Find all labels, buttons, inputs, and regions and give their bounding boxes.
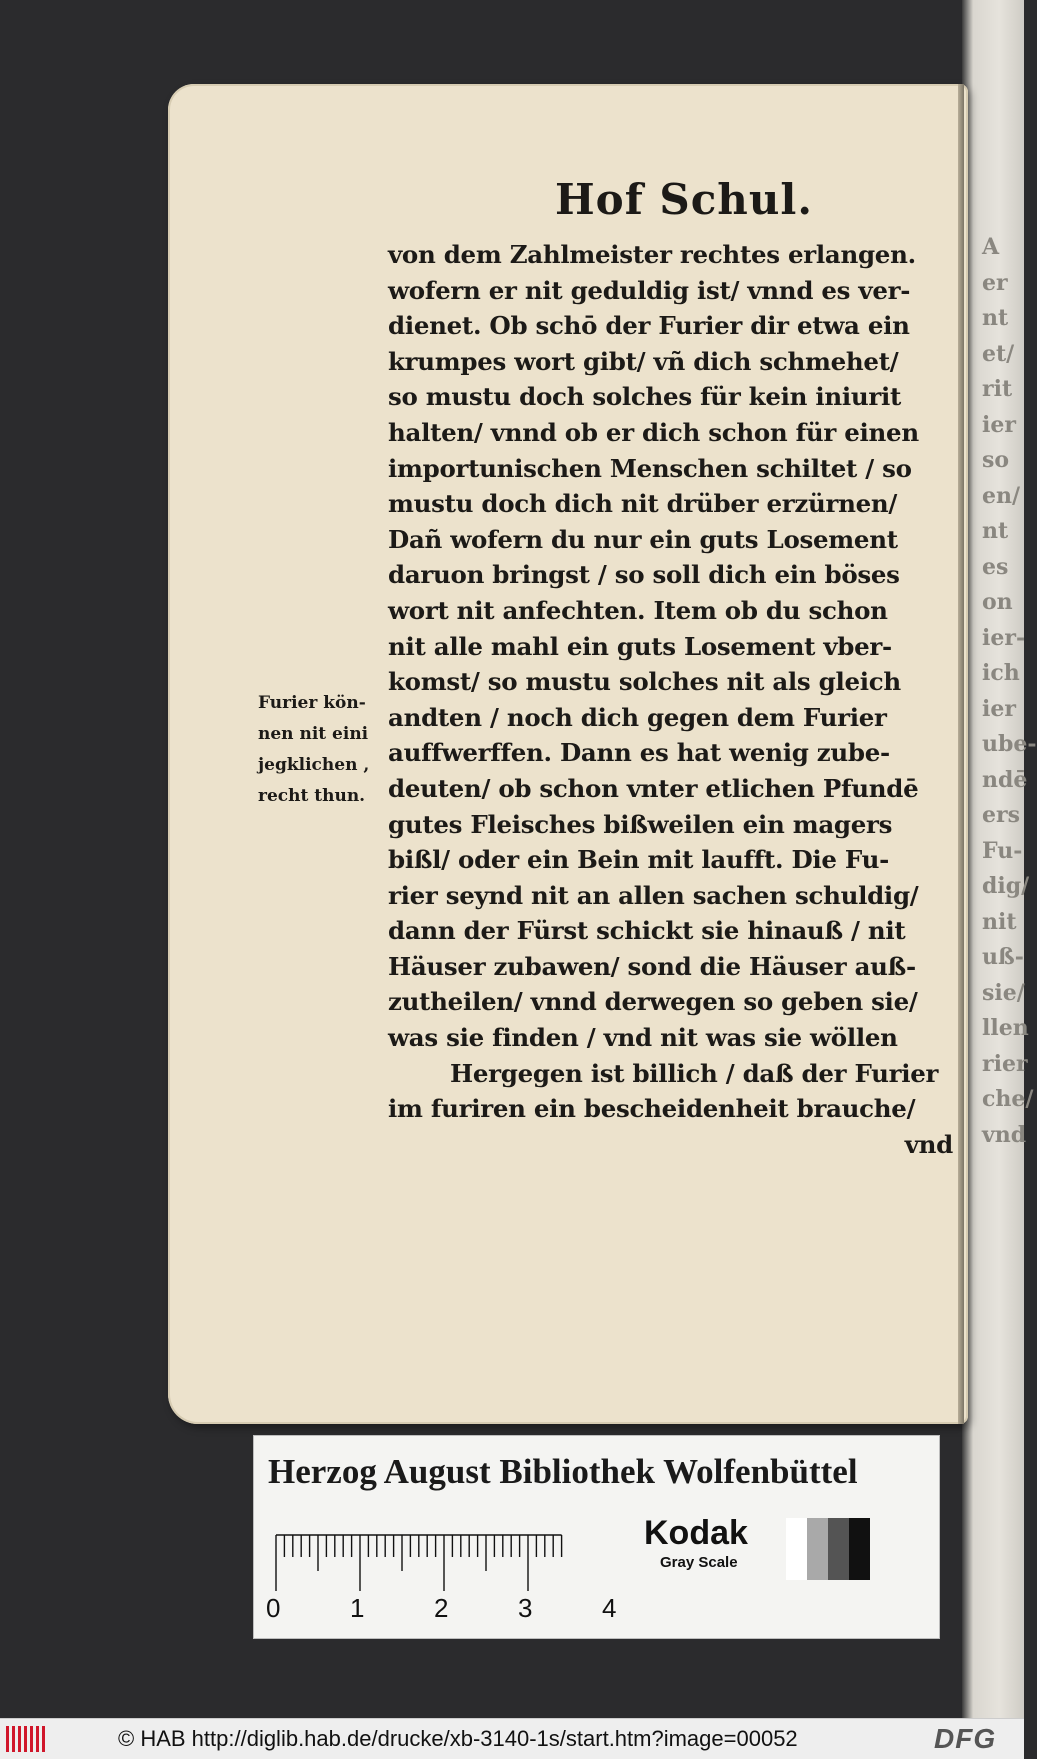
- ruler-scale: [272, 1531, 872, 1595]
- text-line: nit alle mahl ein guts Losement vber-: [388, 631, 892, 661]
- gray-patch: [828, 1518, 849, 1580]
- next-page-edge: [962, 0, 1037, 1718]
- text-line: im furiren ein bescheidenheit brauche/: [388, 1094, 916, 1124]
- kodak-logo-text: Kodak: [644, 1514, 748, 1552]
- text-line: Hergegen ist billich / daß der Furier: [450, 1058, 939, 1088]
- ruler-number: 4: [602, 1593, 617, 1623]
- copyright-url[interactable]: © HAB http://diglib.hab.de/drucke/xb-3140-1s/start.htm?image=00052: [118, 1726, 798, 1751]
- ruler-number: 0: [266, 1593, 281, 1623]
- ruler-number: 2: [434, 1593, 449, 1623]
- margin-note-line: recht thun.: [258, 786, 366, 806]
- text-line: importunischen Menschen schiltet / so: [388, 453, 912, 483]
- footer-bar: [0, 1718, 1024, 1759]
- text-line: dienet. Ob schō der Furier dir etwa ein: [388, 311, 910, 341]
- text-line: wort nit anfechten. Item ob du schon: [388, 595, 888, 625]
- gray-patch: [849, 1518, 870, 1580]
- text-line: andten / noch dich gegen dem Furier: [388, 702, 887, 732]
- text-line: so mustu doch solches für kein iniurit: [388, 382, 902, 412]
- text-line: gutes Fleisches bißweilen ein magers: [388, 809, 893, 839]
- text-line: Dañ wofern du nur ein guts Losement: [388, 524, 898, 554]
- body-text: [388, 237, 953, 1162]
- gray-scale-label: Gray Scale: [660, 1554, 738, 1571]
- next-page-text-fragment: A er nt et/ rit ier so en/ nt es on ier- ich ier ube- ndē ers Fu- dig/ nit uß- sie/ llen rier che/ vnd: [982, 234, 1037, 1148]
- scale-reference-card: [253, 1435, 940, 1639]
- text-line: rier seynd nit an allen sachen schuldig/: [388, 880, 919, 910]
- margin-note-line: jegklichen ,: [258, 755, 370, 775]
- margin-note: [258, 688, 386, 812]
- gray-scale-patches: [786, 1518, 870, 1580]
- page-heading: Hof Schul.: [555, 175, 813, 224]
- text-line: wofern er nit geduldig ist/ vnnd es ver-: [388, 275, 911, 305]
- dfg-logo: DFG: [934, 1723, 997, 1754]
- text-line: daruon bringst / so soll dich ein böses: [388, 560, 900, 590]
- barcode-icon: [6, 1726, 46, 1752]
- text-line: Häuser zubawen/ sond die Häuser auß-: [388, 951, 916, 981]
- gray-patch: [786, 1518, 807, 1580]
- text-line: dann der Fürst schickt sie hinauß / nit: [388, 916, 906, 946]
- margin-note-line: Furier kön-: [258, 693, 366, 713]
- page-gutter: [958, 84, 964, 1424]
- text-line: von dem Zahlmeister rechtes erlangen.: [388, 240, 916, 269]
- ruler-number: 1: [350, 1593, 365, 1623]
- text-line: halten/ vnnd ob er dich schon für einen: [388, 417, 919, 447]
- gray-patch: [807, 1518, 828, 1580]
- ruler-number: 3: [518, 1593, 533, 1623]
- text-line: deuten/ ob schon vnter etlichen Pfundē: [388, 773, 919, 803]
- text-line: zutheilen/ vnnd derwegen so geben sie/: [388, 987, 918, 1017]
- margin-note-line: nen nit eini: [258, 724, 369, 744]
- text-line: krumpes wort gibt/ vñ dich schmehet/: [388, 346, 899, 376]
- text-line: auffwerffen. Dann es hat wenig zube-: [388, 738, 890, 768]
- text-line: mustu doch dich nit drüber erzürnen/: [388, 489, 898, 519]
- text-line: was sie finden / vnd nit was sie wöllen: [388, 1023, 898, 1053]
- library-name: Herzog August Bibliothek Wolfenbüttel: [268, 1452, 858, 1491]
- text-line: bißl/ oder ein Bein mit laufft. Die Fu-: [388, 845, 889, 875]
- catchword: vnd: [904, 1129, 953, 1159]
- text-line: komst/ so mustu solches nit als gleich: [388, 667, 901, 697]
